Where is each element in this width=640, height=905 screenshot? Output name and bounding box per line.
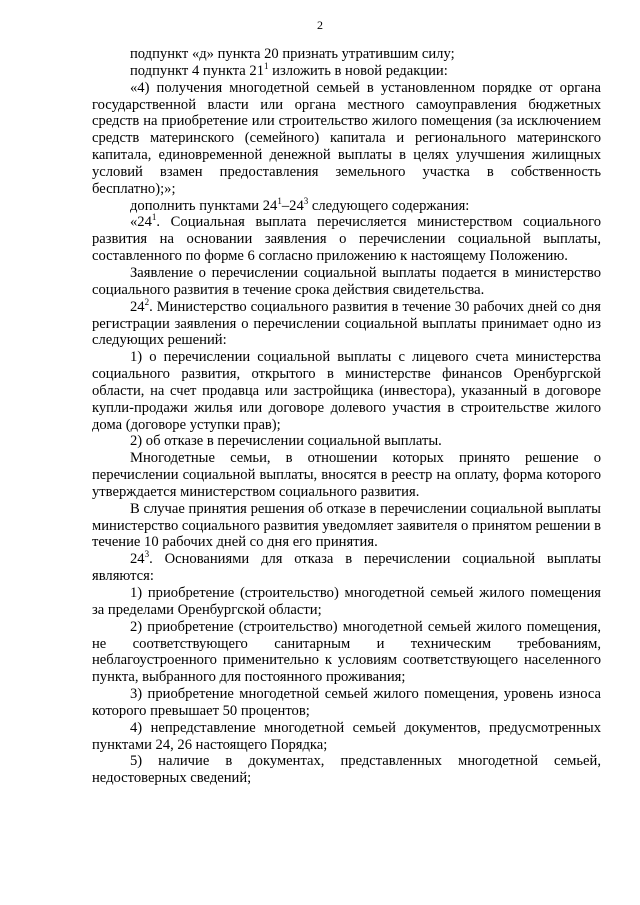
paragraph: 3) приобретение многодетной семьей жилого помещения, уровень износа которого превышает 50 процентов; [92,686,601,719]
paragraph: 2) приобретение (строительство) многодетной семьей жилого помещения, не соответствующего санитарным и техническим требованиям, неблагоустроенного применительно к условиям соответствующего населенного пункта, выбранного для постоянного проживания; [92,618,601,686]
superscript: 1 [151,212,157,223]
paragraph: Заявление о перечислении социальной выплаты подается в министерство социального развития в течение срока действия свидетельства. [92,264,601,298]
paragraph: Многодетные семьи, в отношении которых принято решение о перечислении социальной выплаты, вносятся в реестр на оплату, форма которого утверждается министерством социального развития. [92,450,601,500]
document-body [92,46,601,787]
paragraph: «4) получения многодетной семьей в установленном порядке от органа государственной власти или органа местного самоуправления бюджетных средств на приобретение или строительство жилого помещения (за исключением средств материнского (семейного) капитала и регионального материнского капитала, единовременной денежной выплаты в целях улучшения жилищных условий взамен предоставления земельного участка в собственность бесплатно);»; [92,79,601,197]
paragraph: дополнить пунктами $24^1-24^3$ следующего содержания: [130,195,470,214]
paragraph: 4) непредставление многодетной семьей документов, предусмотренных пунктами 24, 26 настоящего Порядка; [92,719,601,753]
paragraph: 1) о перечислении социальной выплаты с лицевого счета министерства социального развития, открытого в министерстве финансов Оренбургской области, на счет продавца или застройщика (инвестора), указанный в договоре купли-продажи жилья или договоре долевого участия в строительстве жилого дома (договоре уступки прав); [92,349,601,433]
paragraph: В случае принятия решения об отказе в перечислении социальной выплаты министерство социального развития уведомляет заявителя о принятом решении в течение 10 рабочих дней со дня его принятия. [92,500,601,551]
page-number: 2 [317,18,323,32]
paragraph: 1) приобретение (строительство) многодетной семьей жилого помещения за пределами Оренбургской области; [92,585,601,618]
superscript: 1 [277,195,282,206]
paragraph: «$24^1$. Социальная выплата перечисляется министерством социального развития на основании заявления о перечислении социальной выплаты, составленного по форме 6 согласно приложению к настоящему Положению. [92,212,601,265]
paragraph: 2) об отказе в перечислении социальной выплаты. [130,433,442,450]
superscript: 3 [144,549,150,560]
paragraph: 5) наличие в документах, представленных многодетной семьей, недостоверных сведений; [92,753,601,787]
paragraph: $24^2$. Министерство социального развития в течение 30 рабочих дней со дня регистрации заявления о перечислении социальной выплаты принимает одно из следующих решений: [92,296,601,349]
superscript: 3 [303,195,309,206]
superscript: 1 [264,60,269,71]
paragraph: $24^3$. Основаниями для отказа в перечислении социальной выплаты являются: [92,549,601,585]
paragraph: подпункт «д» пункта 20 признать утратившим силу; [130,46,455,62]
paragraph: подпункт 4 пункта $21^1$ изложить в новой редакции: [130,60,448,79]
superscript: 2 [144,296,150,307]
